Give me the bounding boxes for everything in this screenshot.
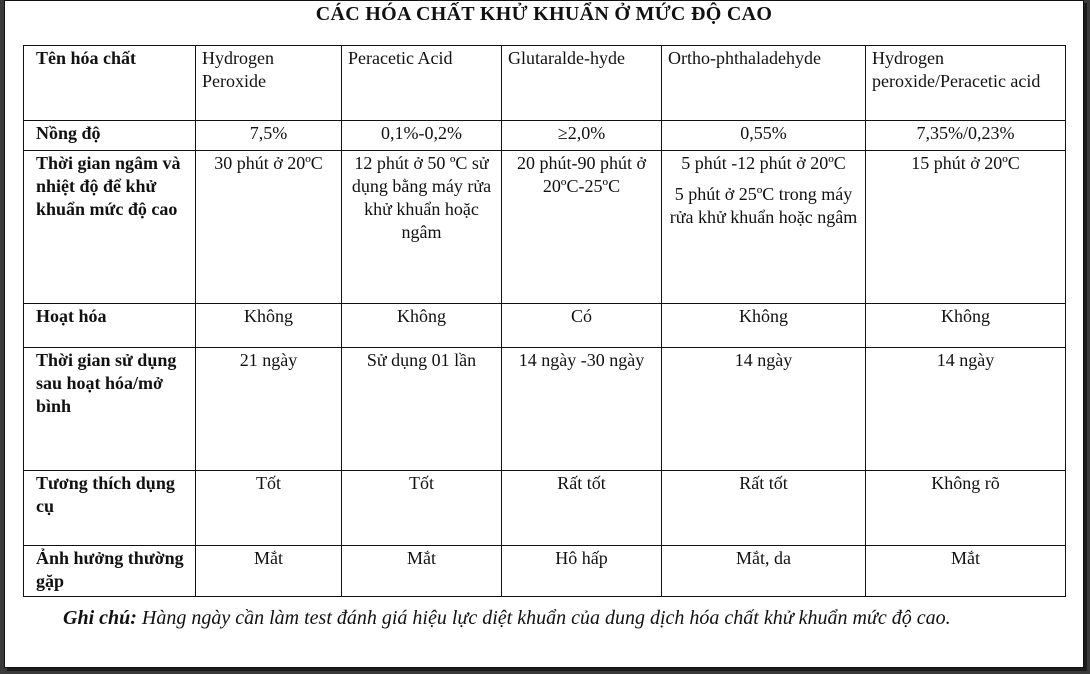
table-cell: Tốt (342, 471, 502, 546)
table-cell: Không (662, 304, 866, 348)
table-cell: Không (866, 304, 1066, 348)
table-cell: Mắt, da (662, 546, 866, 597)
header-cell: Hydrogen peroxide/Peracetic acid (866, 46, 1066, 121)
table-row (24, 304, 1066, 348)
row-label: Nồng độ (24, 121, 196, 151)
header-cell: Hydrogen Peroxide (196, 46, 342, 121)
table-cell (662, 151, 866, 304)
row-label: Thời gian ngâm và nhiệt độ để khử khuẩn mức độ cao (24, 151, 196, 304)
footnote (63, 605, 1053, 632)
table-cell: 7,5% (196, 121, 342, 151)
document-page (4, 0, 1084, 668)
table-cell: 20 phút-90 phút ở 20ºC-25ºC (502, 151, 662, 304)
table-cell: 14 ngày (866, 348, 1066, 471)
table-cell: 0,1%-0,2% (342, 121, 502, 151)
table-cell: Hô hấp (502, 546, 662, 597)
table-cell: Mắt (342, 546, 502, 597)
table-cell: 7,35%/0,23% (866, 121, 1066, 151)
table-cell: 12 phút ở 50 ºC sử dụng bằng máy rửa khử khuẩn hoặc ngâm (342, 151, 502, 304)
table-cell: 15 phút ở 20ºC (866, 151, 1066, 304)
cell-line-extra: 5 phút ở 25ºC trong máy rửa khử khuẩn hoặc ngâm (669, 184, 858, 227)
disinfectant-table (23, 45, 1066, 597)
table-row (24, 151, 1066, 304)
table-cell: Mắt (866, 546, 1066, 597)
footnote-text: Hàng ngày cần làm test đánh giá hiệu lực diệt khuẩn của dung dịch hóa chất khử khuẩn mức độ cao. (141, 607, 951, 629)
table-cell: Có (502, 304, 662, 348)
table-cell: Sử dụng 01 lần (342, 348, 502, 471)
table-cell: Tốt (196, 471, 342, 546)
table-cell: ≥2,0% (502, 121, 662, 151)
table-cell: Rất tốt (662, 471, 866, 546)
table-row (24, 348, 1066, 471)
table-cell: Không rõ (866, 471, 1066, 546)
table-cell: Không (342, 304, 502, 348)
table-cell: Không (196, 304, 342, 348)
row-label: Hoạt hóa (24, 304, 196, 348)
table-row (24, 471, 1066, 546)
table-cell: Mắt (196, 546, 342, 597)
table-header-row (24, 46, 1066, 121)
table-cell: 14 ngày -30 ngày (502, 348, 662, 471)
table-cell: 0,55% (662, 121, 866, 151)
footnote-label: Ghi chú: (63, 607, 137, 629)
row-label: Ảnh hưởng thường gặp (24, 546, 196, 597)
row-label: Tương thích dụng cụ (24, 471, 196, 546)
header-label-cell: Tên hóa chất (24, 46, 196, 121)
table-row (24, 121, 1066, 151)
header-cell: Peracetic Acid (342, 46, 502, 121)
table-cell: 14 ngày (662, 348, 866, 471)
table-row (24, 546, 1066, 597)
page-title: CÁC HÓA CHẤT KHỬ KHUẨN Ở MỨC ĐỘ CAO (315, 3, 773, 25)
header-cell: Glutaralde-hyde (502, 46, 662, 121)
table-cell: 30 phút ở 20ºC (196, 151, 342, 304)
cell-line: 5 phút -12 phút ở 20ºC (681, 153, 846, 173)
table-cell: Rất tốt (502, 471, 662, 546)
table-cell: 21 ngày (196, 348, 342, 471)
header-cell: Ortho-phthaladehyde (662, 46, 866, 121)
row-label: Thời gian sử dụng sau hoạt hóa/mở bình (24, 348, 196, 471)
